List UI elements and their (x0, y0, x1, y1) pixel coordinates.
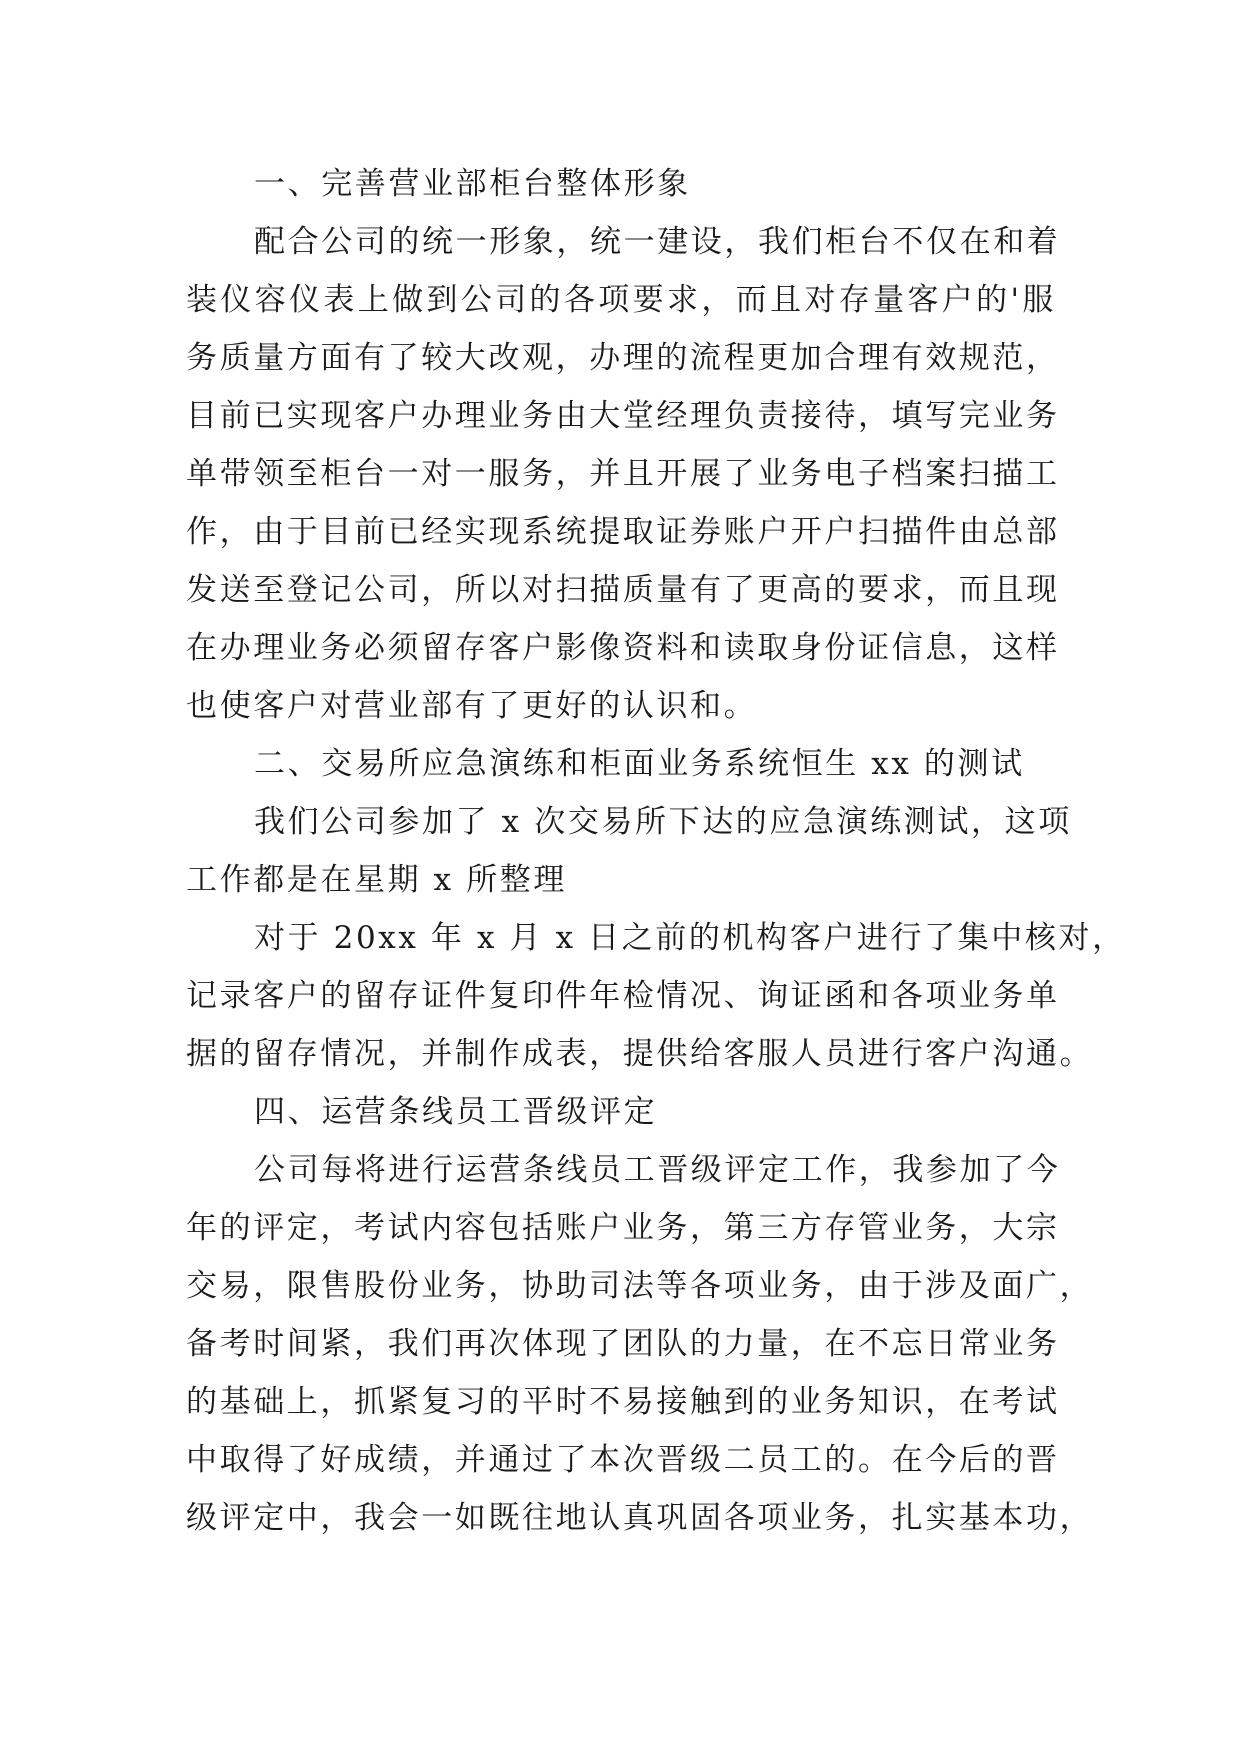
text-line: 我们公司参加了 x 次交易所下达的应急演练测试，这项 (254, 804, 1072, 840)
text-line: 二、交易所应急演练和柜面业务系统恒生 xx 的测试 (254, 746, 1025, 782)
text-line: 也使客户对营业部有了更好的认识和。 (186, 688, 758, 724)
text-line: 工作都是在星期 x 所整理 (186, 862, 567, 898)
text-line: 作，由于目前已经实现系统提取证券账户开户扫描件由总部 (186, 514, 1060, 550)
text-line: 的基础上，抓紧复习的平时不易接触到的业务知识，在考试 (186, 1384, 1060, 1420)
text-line: 备考时间紧，我们再次体现了团队的力量，在不忘日常业务 (186, 1326, 1060, 1362)
text-line: 务质量方面有了较大改观，办理的流程更加合理有效规范， (186, 340, 1060, 376)
text-line: 年的评定，考试内容包括账户业务，第三方存管业务，大宗 (186, 1210, 1060, 1246)
text-line: 一、完善营业部柜台整体形象 (254, 166, 691, 202)
text-line: 在办理业务必须留存客户影像资料和读取身份证信息，这样 (186, 630, 1060, 666)
document-body (186, 155, 1126, 1547)
text-line: 记录客户的留存证件复印件年检情况、询证函和各项业务单 (186, 978, 1060, 1014)
text-line: 据的留存情况，并制作成表，提供给客服人员进行客户沟通。 (186, 1036, 1094, 1072)
text-line: 配合公司的统一形象，统一建设，我们柜台不仅在和着 (254, 224, 1061, 260)
text-line: 发送至登记公司，所以对扫描质量有了更高的要求，而且现 (186, 572, 1060, 608)
text-line: 目前已实现客户办理业务由大堂经理负责接待，填写完业务 (186, 398, 1060, 434)
text-line: 四、运营条线员工晋级评定 (254, 1094, 658, 1130)
text-line: 装仪容仪表上做到公司的各项要求，而且对存量客户的'服 (186, 282, 1056, 318)
text-line: 级评定中，我会一如既往地认真巩固各项业务，扎实基本功， (186, 1500, 1094, 1536)
text-line: 公司每将进行运营条线员工晋级评定工作，我参加了今 (254, 1152, 1061, 1188)
text-line: 单带领至柜台一对一服务，并且开展了业务电子档案扫描工 (186, 456, 1060, 492)
text-line: 交易，限售股份业务，协助司法等各项业务，由于涉及面广， (186, 1268, 1094, 1304)
text-line: 中取得了好成绩，并通过了本次晋级二员工的。在今后的晋 (186, 1442, 1060, 1478)
text-line: 对于 20xx 年 x 月 x 日之前的机构客户进行了集中核对， (254, 920, 1126, 956)
